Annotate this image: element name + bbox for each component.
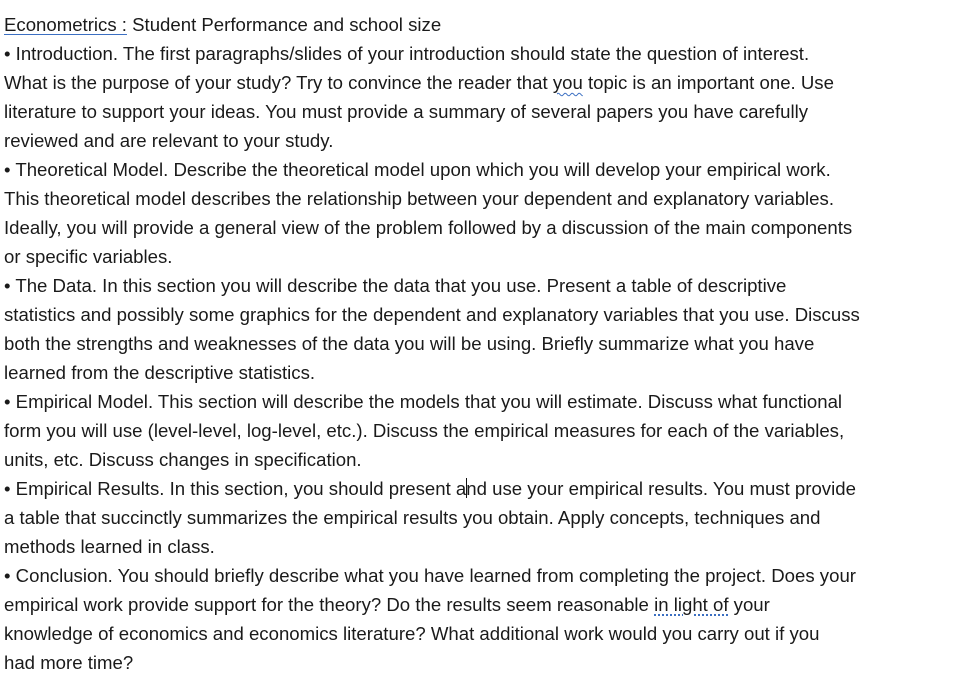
introduction-line-2 <box>4 68 952 97</box>
empirical-results-line-3: methods learned in class. <box>4 536 215 557</box>
introduction-line-2-a: What is the purpose of your study? Try to convince the reader that <box>4 72 553 93</box>
theoretical-model-line-1: • Theoretical Model. Describe the theoretical model upon which you will develop your empirical work. <box>4 159 831 180</box>
conclusion-line-3: knowledge of economics and economics literature? What additional work would you carry out if you <box>4 623 820 644</box>
data-section-line-1: • The Data. In this section you will describe the data that you use. Present a table of descriptive <box>4 275 787 296</box>
empirical-results-line-1-a: • Empirical Results. In this section, you should present a <box>4 478 467 499</box>
theoretical-model-line-4: or specific variables. <box>4 246 173 267</box>
title-text: Student Performance and school size <box>126 14 442 35</box>
empirical-results-line-1-b: nd use your empirical results. You must provide <box>466 478 856 499</box>
empirical-results-line-1 <box>4 474 952 503</box>
conclusion-line-4: had more time? <box>4 652 134 673</box>
data-section-line-2: statistics and possibly some graphics for the dependent and explanatory variables that you use. Discuss <box>4 304 860 325</box>
grammar-flag-you[interactable]: you <box>552 72 583 93</box>
introduction-line-1: • Introduction. The first paragraphs/slides of your introduction should state the question of interest. <box>4 43 810 64</box>
document-title <box>4 10 952 39</box>
conclusion-line-2-a: empirical work provide support for the theory? Do the results seem reasonable <box>4 594 655 615</box>
title-term-flagged[interactable]: Econometrics : <box>4 14 127 35</box>
empirical-model-line-3: units, etc. Discuss changes in specification. <box>4 449 362 470</box>
document-body[interactable] <box>4 10 952 677</box>
introduction-line-2-b: topic is an important one. Use <box>582 72 834 93</box>
empirical-model-line-1: • Empirical Model. This section will describe the models that you will estimate. Discuss what functional <box>4 391 843 412</box>
introduction-line-3: literature to support your ideas. You must provide a summary of several papers you have carefully <box>4 101 809 122</box>
conclusion-line-2 <box>4 590 952 619</box>
empirical-model-line-2: form you will use (level-level, log-level, etc.). Discuss the empirical measures for each of the variables, <box>4 420 845 441</box>
conclusion-line-2-b: your <box>728 594 770 615</box>
data-section-line-3: both the strengths and weaknesses of the data you will be using. Briefly summarize what you have <box>4 333 815 354</box>
conclusion-line-1: • Conclusion. You should briefly describe what you have learned from completing the project. Does your <box>4 565 856 586</box>
data-section-line-4: learned from the descriptive statistics. <box>4 362 316 383</box>
theoretical-model-line-3: Ideally, you will provide a general view of the problem followed by a discussion of the main components <box>4 217 853 238</box>
introduction-line-4: reviewed and are relevant to your study. <box>4 130 334 151</box>
grammar-flag-in-light-of[interactable]: in light of <box>654 594 729 615</box>
empirical-results-line-2: a table that succinctly summarizes the empirical results you obtain. Apply concepts, techniques and <box>4 507 821 528</box>
theoretical-model-line-2: This theoretical model describes the relationship between your dependent and explanatory variables. <box>4 188 834 209</box>
